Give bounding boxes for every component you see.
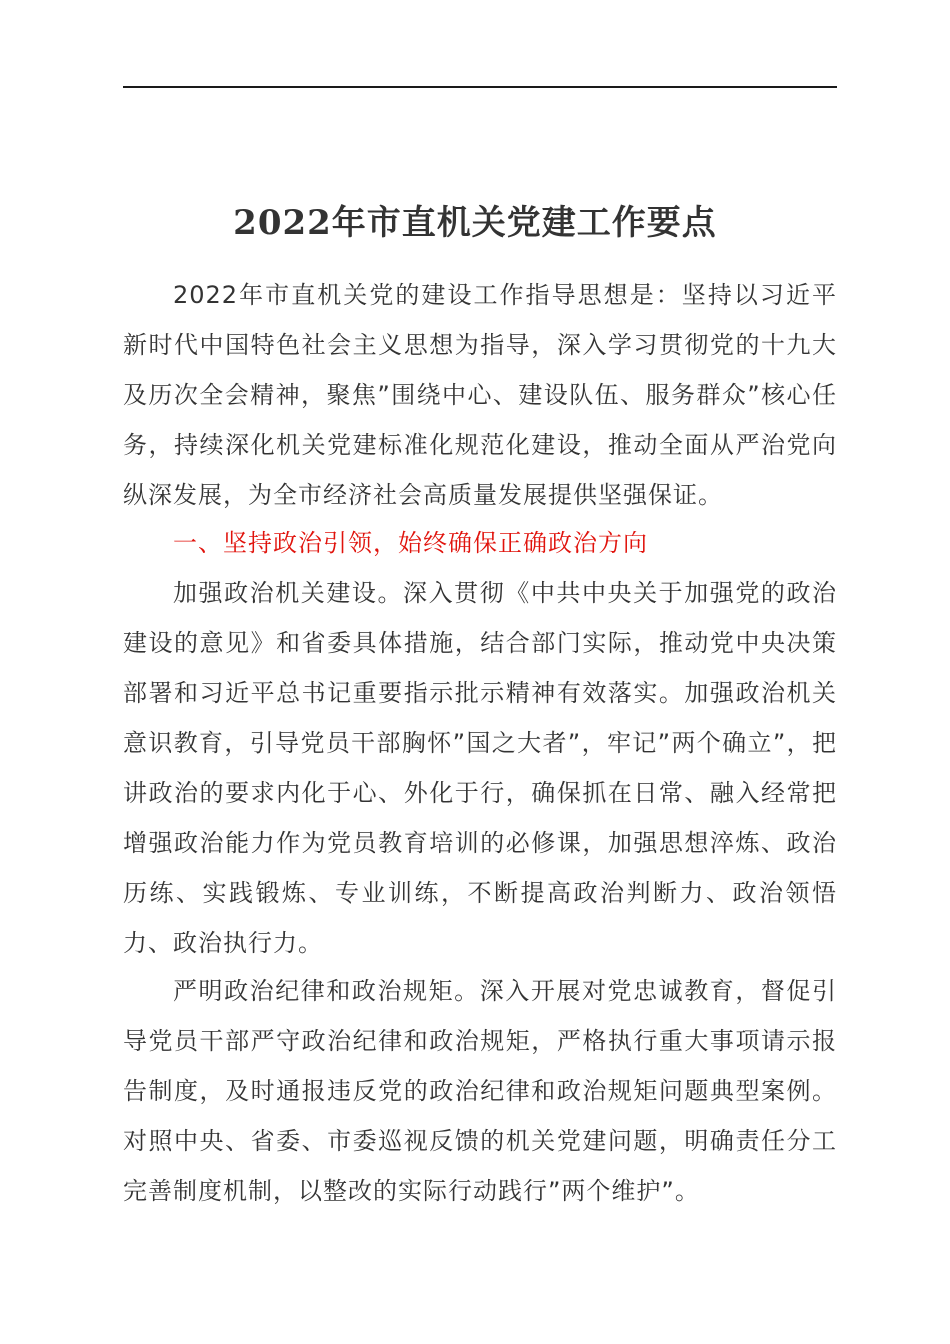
section-heading-1: 一、坚持政治引领，始终确保正确政治方向 bbox=[173, 529, 648, 557]
paragraph-political-discipline: 严明政治纪律和政治规矩。深入开展对党忠诚教育，督促引导党员干部严守政治纪律和政治规矩，严格执行重大事项请示报告制度，及时通报违反党的政治纪律和政治规矩问题典型案例。对照中央、省委、市委巡视反馈的机关党建问题，明确责任分工完善制度机制，以整改的实际行动践行”两个维护”。 bbox=[123, 977, 837, 1205]
header-rule bbox=[123, 86, 837, 88]
paragraph-block-3 bbox=[123, 966, 837, 1216]
intro-paragraph-block bbox=[123, 270, 837, 520]
intro-paragraph: 2022年市直机关党的建设工作指导思想是：坚持以习近平新时代中国特色社会主义思想为指导，深入学习贯彻党的十九大及历次全会精神，聚焦”围绕中心、建设队伍、服务群众”核心任务，持续深化机关党建标准化规范化建设，推动全面从严治党向纵深发展，为全市经济社会高质量发展提供坚强保证。 bbox=[123, 281, 837, 509]
paragraph-block-2 bbox=[123, 568, 837, 968]
document-title: 2022年市直机关党建工作要点 bbox=[233, 203, 717, 243]
paragraph-political-organ: 加强政治机关建设。深入贯彻《中共中央关于加强党的政治建设的意见》和省委具体措施，结合部门实际，推动党中央决策部署和习近平总书记重要指示批示精神有效落实。加强政治机关意识教育，引导党员干部胸怀”国之大者”，牢记”两个确立”，把讲政治的要求内化于心、外化于行，确保抓在日常、融入经常把增强政治能力作为党员教育培训的必修课，加强思想淬炼、政治历练、实践锻炼、专业训练，不断提高政治判断力、政治领悟力、政治执行力。 bbox=[123, 579, 837, 957]
